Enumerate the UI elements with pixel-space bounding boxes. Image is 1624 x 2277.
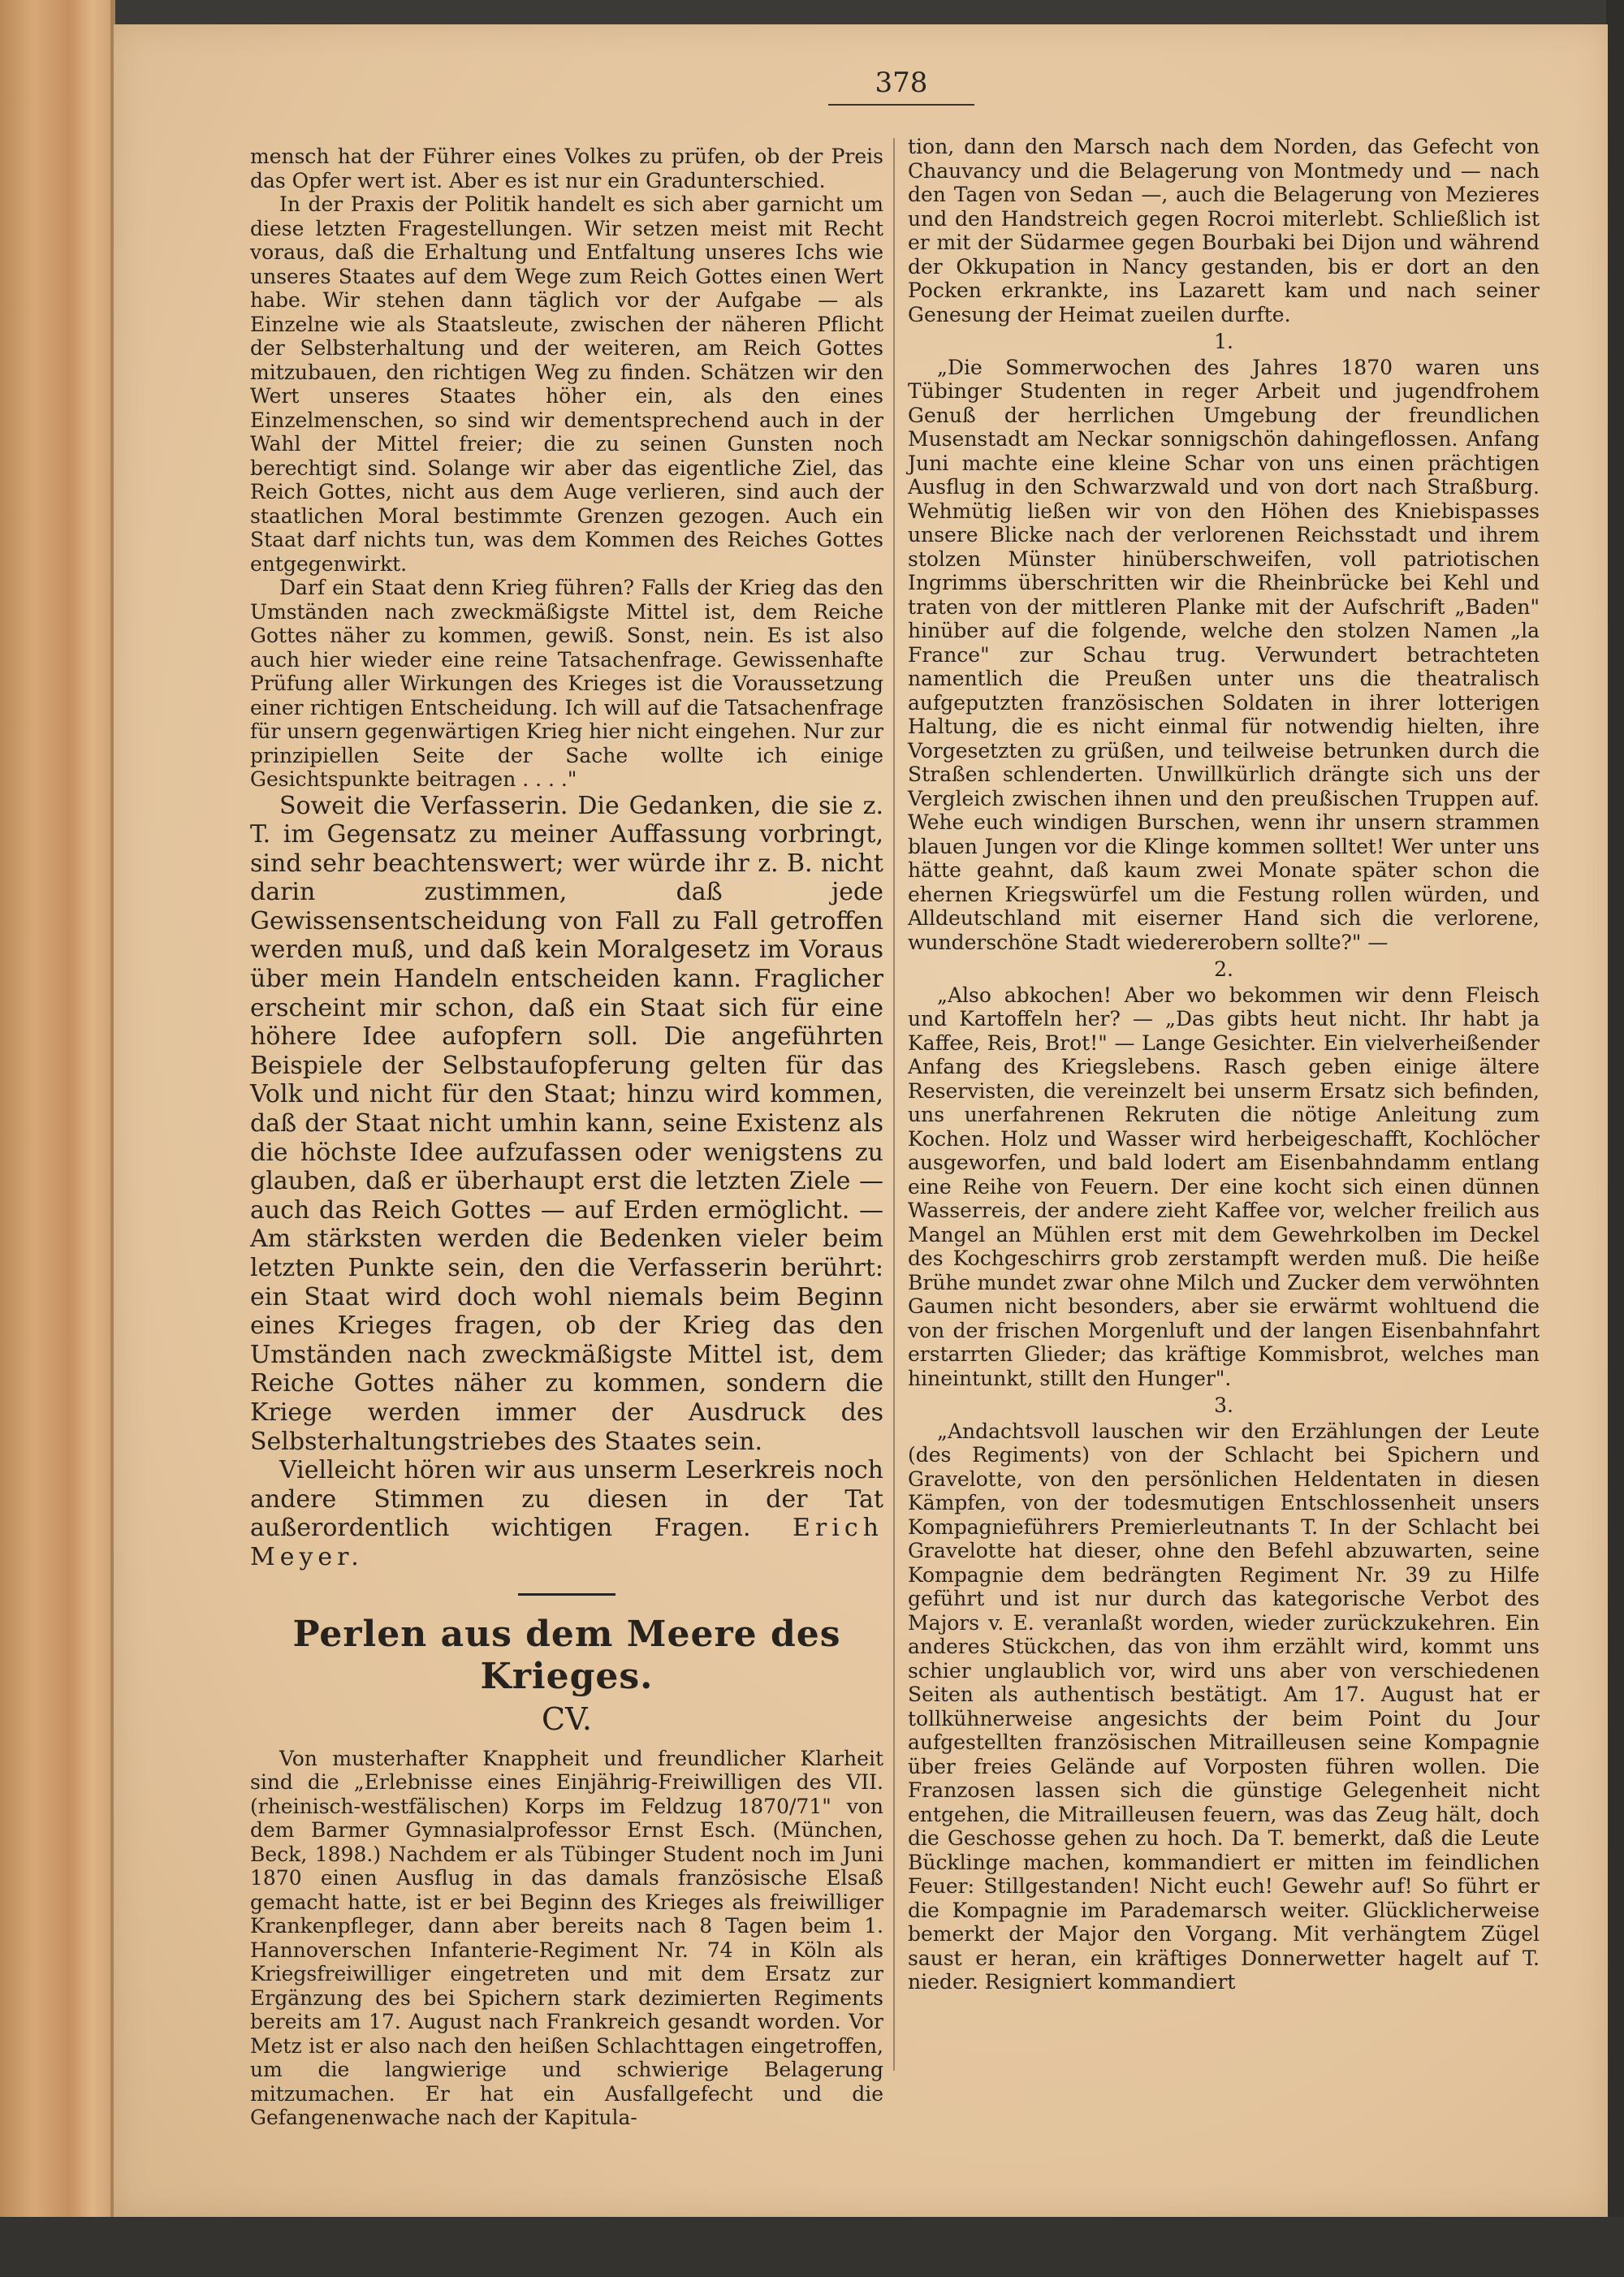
section-number: 2. — [1214, 957, 1233, 981]
page-number-rule — [828, 104, 974, 106]
scan-background-right — [1606, 0, 1624, 2277]
paragraph: mensch hat der Führer eines Volkes zu prüfen, ob der Preis das Opfer wert ist. Aber es ist nur ein Gradunterschied. — [250, 145, 883, 192]
paragraph: Darf ein Staat denn Krieg führen? Falls der Krieg das den Umständen nach zweckmäßigste Mittel ist, dem Reiche Gottes näher zu kommen, gewiß. Sonst, nein. Es ist also auch hier wieder eine reine Tatsachenfrage. Gewissenhafte Prüfung aller Wirkungen des Krieges ist die Voraussetzung einer richtigen Entscheidung. Ich will auf die Tatsachenfrage für unsern gegenwärtigen Krieg hier nicht eingehen. Nur zur prinzipiellen Seite der Sache wollte ich einige Gesichtspunkte beitragen . . . ." — [250, 576, 883, 791]
right-column — [908, 135, 1540, 1994]
section-separator — [518, 1593, 615, 1596]
column-divider — [893, 138, 895, 2071]
author-byline: Erich Meyer. — [250, 1514, 883, 1571]
paragraph: In der Praxis der Politik handelt es sich aber garnicht um diese letzten Fragestellungen. Wir setzen meist mit Recht voraus, daß die Erhaltung und Entfaltung unseres Ichs wie unseres Staates auf dem Wege zum Reich Gottes einen Wert habe. Wir stehen dann täglich vor der Aufgabe — als Einzelne wie als Staatsleute, zwischen der näheren Pflicht der Selbsterhaltung und der weiteren, am Reich Gottes mitzubauen, den richtigen Weg zu finden. Schätzen wir den Wert unseres Staates höher ein, als den eines Einzelmenschen, so sind wir dementsprechend auch in der Wahl der Mittel freier; die zu seinen Gunsten noch berechtigt sind. Solange wir aber das eigentliche Ziel, das Reich Gottes, nicht aus dem Auge verlieren, sind auch der staatlichen Moral bestimmte Grenzen gezogen. Auch ein Staat darf nichts tun, was dem Kommen des Reiches Gottes entgegenwirkt. — [250, 192, 883, 576]
paragraph: „Also abkochen! Aber wo bekommen wir denn Fleisch und Kartoffeln her? — „Das gibts heut nicht. Ihr habt ja Kaffee, Reis, Brot!" — Lange Gesichter. Ein vielverheißender Anfang des Kriegslebens. Rasch geben einige ältere Reservisten, die vereinzelt bei unserm Ersatz sich befinden, uns unerfahrenen Rekruten die nötige Anleitung zum Kochen. Holz und Wasser wird herbeigeschafft, Kochlöcher ausgeworfen, und bald lodert am Eisenbahndamm entlang eine Reihe von Feuern. Der eine kocht sich einen dünnen Wasserreis, der andere zieht Kaffee vor, welcher freilich aus Mangel an Mühlen erst mit dem Gewehrkolben im Deckel des Kochgeschirrs grob zerstampft werden muß. Die heiße Brühe mundet zwar ohne Milch und Zucker dem verwöhnten Gaumen nicht besonders, aber sie erwärmt wohltuend die von der frischen Morgenluft und der langen Eisenbahnfahrt erstarrten Glieder; das kräftige Kommisbrot, welches man hineintunkt, stillt den Hunger". — [908, 983, 1540, 1390]
paragraph: Soweit die Verfasserin. Die Gedanken, die sie z. T. im Gegensatz zu meiner Auffassung vorbringt, sind sehr beachtenswert; wer würde ihr z. B. nicht darin zustimmen, daß jede Gewissensentscheidung von Fall zu Fall getroffen werden muß, und daß kein Moralgesetz im Voraus über mein Handeln entscheiden kann. Fraglicher erscheint mir schon, daß ein Staat sich für eine höhere Idee aufopfern soll. Die angeführten Beispiele der Selbstaufopferung gelten für das Volk und nicht für den Staat; hinzu wird kommen, daß der Staat nicht umhin kann, seine Existenz als die höchste Idee aufzufassen oder wenigstens zu glauben, daß er überhaupt erst die letzten Ziele — auch das Reich Gottes — auf Erden ermöglicht. — Am stärksten werden die Bedenken vieler beim letzten Punkte sein, den die Verfasserin berührt: ein Staat wird doch wohl niemals beim Beginn eines Krieges fragen, ob der Krieg das den Umständen nach zweckmäßigste Mittel ist, dem Reiche Gottes näher zu kommen, sondern die Kriege werden immer der Ausdruck des Selbsterhaltungstriebes des Staates sein. — [250, 791, 883, 1456]
book-edge — [0, 0, 115, 2277]
section-number: 3. — [1214, 1393, 1233, 1417]
page-number: 378 — [875, 67, 928, 99]
scan-background-bottom — [0, 2217, 1624, 2277]
article-number: CV. — [542, 1700, 592, 1737]
paragraph: tion, dann den Marsch nach dem Norden, das Gefecht von Chauvancy und die Belagerung von Montmedy und — nach den Tagen von Sedan —, auch die Belagerung von Mezieres und den Handstreich gegen Rocroi miterlebt. Schließlich ist er mit der Südarmee gegen Bourbaki bei Dijon und während der Okkupation in Nancy gestanden, bis er dort an den Pocken erkrankte, ins Lazarett kam und nach seiner Genesung der Heimat zueilen durfte. — [908, 135, 1540, 326]
left-column — [250, 145, 883, 2130]
article-heading: Perlen aus dem Meere des Krieges. — [292, 1613, 841, 1697]
paragraph: Von musterhafter Knappheit und freundlicher Klarheit sind die „Erlebnisse eines Einjährig-Freiwilligen des VII. (rheinisch-westfälischen) Korps im Feldzug 1870/71" von dem Barmer Gymnasialprofessor Ernst Esch. (München, Beck, 1898.) Nachdem er als Tübinger Student noch im Juni 1870 einen Ausflug in das damals französische Elsaß gemacht hatte, ist er bei Beginn des Krieges als freiwilliger Krankenpfleger, dann aber bereits nach 8 Tagen beim 1. Hannoverschen Infanterie-Regiment Nr. 74 in Köln als Kriegsfreiwilliger eingetreten und mit dem Ersatz zur Ergänzung des bei Spichern stark dezimierten Regiments bereits am 17. August nach Frankreich gesandt worden. Vor Metz ist er also nach den heißen Schlachttagen eingetroffen, um die langwierige und schwierige Belagerung mitzumachen. Er hat ein Ausfallgefecht und die Gefangenenwache nach der Kapitula- — [250, 1746, 883, 2130]
paragraph: „Die Sommerwochen des Jahres 1870 waren uns Tübinger Studenten in reger Arbeit und jugendfrohem Genuß der herrlichen Umgebung der freundlichen Musenstadt am Neckar sonnigschön dahingeflossen. Anfang Juni machte eine kleine Schar von uns einen prächtigen Ausflug in den Schwarzwald und von dort nach Straßburg. Wehmütig ließen wir von den Höhen des Kniebispasses unsere Blicke nach der verlorenen Reichsstadt und ihrem stolzen Münster hinüberschweifen, voll patriotischen Ingrimms überschritten wir die Rheinbrücke bei Kehl und traten von der mittleren Planke mit der Aufschrift „Baden" hinüber auf die folgende, welche den stolzen Namen „la France" zur Schau trug. Verwundert betrachteten namentlich die Preußen unter uns die theatralisch aufgeputzten französischen Soldaten in ihrer lotterigen Haltung, die es nicht einmal für notwendig hielten, ihre Vorgesetzten zu grüßen, und teilweise betrunken durch die Straßen schlenderten. Unwillkürlich drängte sich uns der Vergleich zwischen ihnen und den preußischen Truppen auf. Wehe euch windigen Burschen, wenn ihr unsern strammen blauen Jungen vor die Klinge kommen solltet! Wer unter uns hätte geahnt, daß kaum zwei Monate später schon die ehernen Kriegswürfel um die Festung rollen würden, und Alldeutschland mit eiserner Hand sich die verlorene, wunderschöne Stadt wiedererobern sollte?" — — [908, 355, 1540, 954]
paragraph-with-byline — [250, 1456, 883, 1571]
paragraph: „Andachtsvoll lauschen wir den Erzählungen der Leute (des Regiments) von der Schlacht bei Spichern und Gravelotte, von den persönlichen Heldentaten in diesen Kämpfen, von der todesmutigen Entschlossenheit unsers Kompagnieführers Premierleutnants T. In der Schlacht bei Gravelotte hat dieser, ohne den Befehl abzuwarten, seine Kompagnie dem bedrängten Regiment Nr. 39 zu Hilfe geführt und ist nur durch das kategorische Verbot des Majors v. E. veranlaßt worden, wieder zurückzukehren. Ein anderes Stückchen, das von ihm erzählt wird, kommt uns schier unglaublich vor, wird uns aber von verschiedenen Seiten als authentisch bestätigt. Am 17. August hat er tollkühnerweise angesichts der beim Point du Jour aufgestellten französischen Mitrailleusen seine Kompagnie über freies Gelände auf Vorposten führen wollen. Die Franzosen lassen sich die günstige Gelegenheit nicht entgehen, die Mitrailleusen feuern, was das Zeug hält, doch die Geschosse gehen zu hoch. Da T. bemerkt, daß die Leute Bücklinge machen, kommandiert er mitten im feindlichen Feuer: Stillgestanden! Nicht euch! Gewehr auf! So führt er die Kompagnie im Parademarsch weiter. Glücklicherweise bemerkt der Major den Vorgang. Mit verhängtem Zügel saust er heran, ein kräftiges Donnerwetter hagelt auf T. nieder. Resigniert kommandiert — [908, 1419, 1540, 1994]
paragraph-text: Vielleicht hören wir aus unserm Leserkreis noch andere Stimmen zu diesen in der Tat außerordentlich wichtigen Fragen. — [250, 1456, 883, 1543]
section-number: 1. — [1214, 330, 1233, 353]
